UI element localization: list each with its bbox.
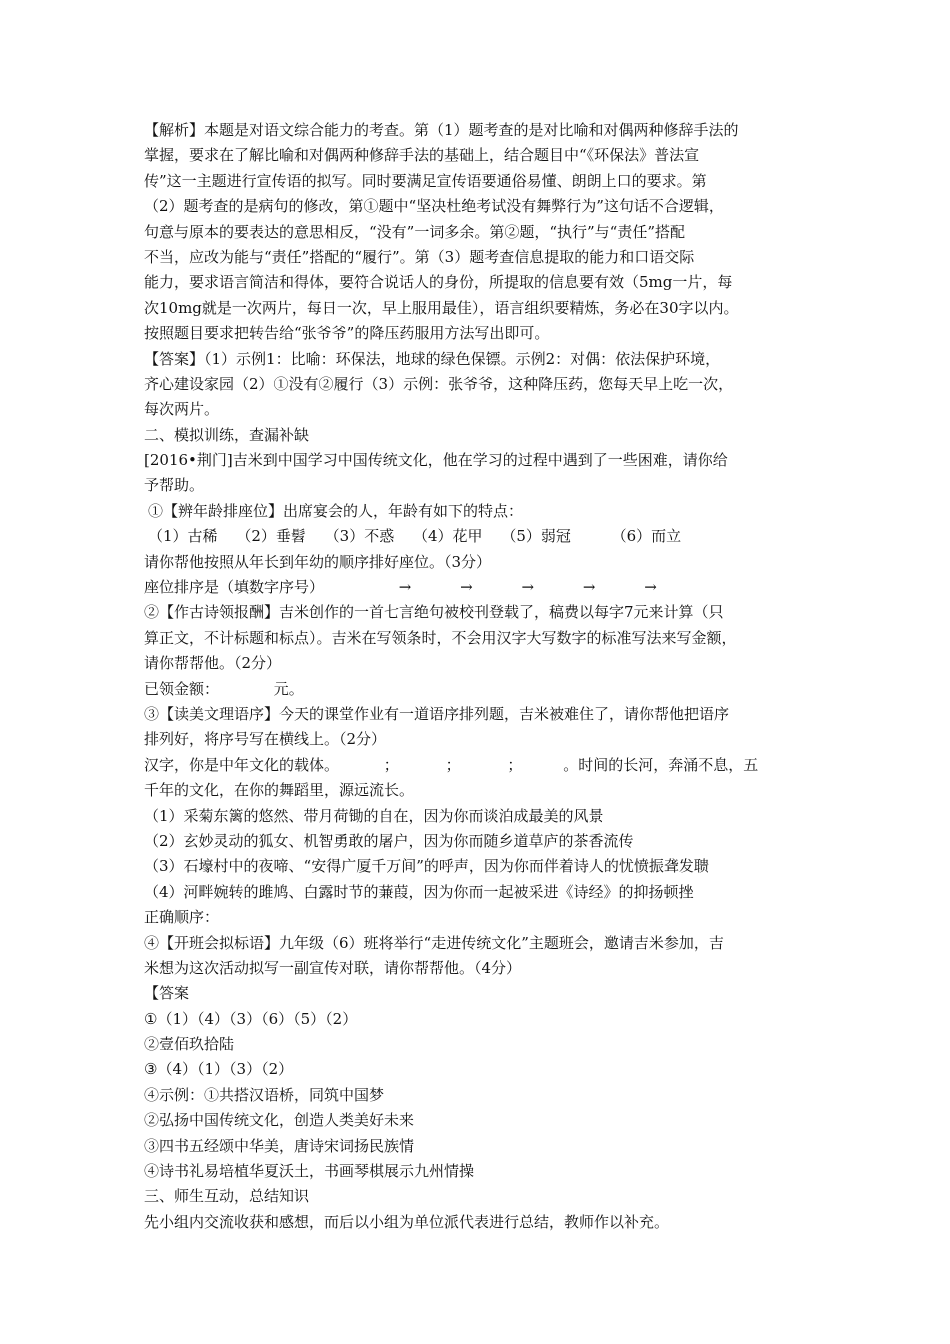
arrow-icon: → xyxy=(398,578,412,597)
question-1-title: ①【辨年龄排座位】出席宴会的人，年龄有如下的特点： xyxy=(148,501,524,520)
closing-line: 先小组内交流收获和感想，而后以小组为单位派代表进行总结，教师作以补充。 xyxy=(144,1212,670,1231)
passage-end: 。时间的长河，奔涌不息，五 xyxy=(563,755,759,774)
seat-order-row xyxy=(144,575,820,600)
passage-line-2: 千年的文化，在你的舞蹈里，源远流长。 xyxy=(144,781,415,800)
analysis-line: 按照题目要求把转告给“张爷爷”的降压药服用方法写出即可。 xyxy=(144,324,550,343)
answer-line: ③（4）（1）（3）（2） xyxy=(144,1060,294,1079)
arrow-icon: → xyxy=(460,578,473,597)
question-2-line: 请你帮帮他。（2分） xyxy=(144,654,282,673)
intro-line: [2016•荆门]吉米到中国学习中国传统文化，他在学习的过程中遇到了一些困难，请你给 xyxy=(144,451,728,470)
analysis-line: 传”这一主题进行宣传语的拟写。同时要满足宣传语要通俗易懂、朗朗上口的要求。第 xyxy=(144,171,707,190)
analysis-line: 能力，要求语言简洁和得体，要符合说话人的身份，所提取的信息要有效（5mg一片，每 xyxy=(144,273,733,292)
analysis-line: 句意与原本的要表达的意思相反，“没有”一词多余。第②题，“执行”与“责任”搭配 xyxy=(144,222,686,241)
question-1-options xyxy=(144,524,820,549)
answer-line: 每次两片。 xyxy=(144,400,220,419)
age-option: （4）花甲 xyxy=(412,527,483,546)
question-3-line: ③【读美文理语序】今天的课堂作业有一道语序排列题，吉米被难住了，请你帮他把语序 xyxy=(144,704,730,723)
answer-line: ③四书五经颂中华美，唐诗宋词扬民族情 xyxy=(144,1136,415,1155)
section-heading-3: 三、师生互动，总结知识 xyxy=(144,1187,310,1206)
analysis-line: 次10mg就是一次两片，每日一次，早上服用最佳），语言组织要精炼，务必在30字以内。 xyxy=(144,298,739,317)
question-2-line: 算正文，不计标题和标点）。吉米在写领条时，不会用汉字大写数字的标准写法来写金额， xyxy=(144,628,737,647)
order-label: 正确顺序： xyxy=(144,908,220,927)
semicolon: ； xyxy=(507,755,523,774)
seat-order-label: 座位排序是（填数字序号） xyxy=(144,578,325,597)
semicolon: ； xyxy=(445,755,461,774)
passage-start: 汉字，你是中年文化的载体。 xyxy=(144,755,340,774)
analysis-line: 掌握，要求在了解比喻和对偶两种修辞手法的基础上，结合题目中“《环保法》普法宣 xyxy=(144,146,700,165)
amount-unit: 元。 xyxy=(273,679,304,698)
analysis-line: 不当，应改为能与“责任”搭配的“履行”。第（3）题考查信息提取的能力和口语交际 xyxy=(144,247,695,266)
analysis-line: 【解析】本题是对语文综合能力的考查。第（1）题考查的是对比喻和对偶两种修辞手法的 xyxy=(144,121,739,139)
answer-line: ②壹佰玖拾陆 xyxy=(144,1035,235,1054)
question-4-line: 米想为这次活动拟写一副宣传对联，请你帮帮他。（4分） xyxy=(144,958,522,977)
answer-line: 【答案 xyxy=(144,984,190,1003)
amount-label: 已领金额： xyxy=(144,679,220,698)
question-4-line: ④【开班会拟标语】九年级（6）班将举行“走进传统文化”主题班会，邀请吉米参加，吉 xyxy=(144,933,724,952)
amount-row xyxy=(144,677,820,702)
option-item: （4）河畔婉转的雎鸠、白露时节的蒹葭，因为你而一起被采进《诗经》的抑扬顿挫 xyxy=(144,882,694,901)
analysis-line: （2）题考查的是病句的修改，第①题中“坚决杜绝考试没有舞弊行为”这句话不合逻辑， xyxy=(144,197,724,216)
intro-line: 予帮助。 xyxy=(144,476,205,495)
section-heading-2: 二、模拟训练，查漏补缺 xyxy=(144,425,310,444)
question-1-prompt: 请你帮他按照从年长到年幼的顺序排好座位。（3分） xyxy=(144,552,492,571)
answer-line: ②弘扬中国传统文化，创造人类美好未来 xyxy=(144,1111,415,1130)
age-option: （6）而立 xyxy=(611,527,682,546)
answer-block-2 xyxy=(144,981,820,1184)
age-option: （1）古稀 xyxy=(148,527,218,546)
option-item: （3）石壕村中的夜啼、“安得广厦千万间”的呼声，因为你而伴着诗人的忧愤振聋发聩 xyxy=(144,857,709,876)
arrow-icon: → xyxy=(644,578,657,597)
answer-line: 【答案】（1）示例1：比喻：环保法，地球的绿色保镖。示例2：对偶：依法保护环境， xyxy=(144,349,721,368)
answer-line: ④诗书礼易培植华夏沃土，书画琴棋展示九州情操 xyxy=(144,1162,475,1181)
analysis-block xyxy=(144,118,820,347)
age-option: （2）垂髫 xyxy=(236,527,306,546)
document-page xyxy=(144,118,820,1235)
arrow-icon: → xyxy=(521,578,535,597)
semicolon: ； xyxy=(383,755,399,774)
answer-line: 齐心建设家园（2）①没有②履行（3）示例：张爷爷，这种降压药，您每天早上吃一次， xyxy=(144,374,734,393)
passage-row xyxy=(144,753,820,778)
answer-line: ④示例：①共搭汉语桥，同筑中国梦 xyxy=(144,1085,385,1104)
answer-block-1 xyxy=(144,347,820,423)
question-3-line: 排列好，将序号写在横线上。（2分） xyxy=(144,730,387,749)
question-2-line: ②【作古诗领报酬】吉米创作的一首七言绝句被校刊登载了，稿费以每字7元来计算（只 xyxy=(144,603,724,622)
option-item: （1）采菊东篱的悠然、带月荷锄的自在，因为你而谈泊成最美的风景 xyxy=(144,806,604,825)
answer-line: ①（1）（4）（3）（6）（5）（2） xyxy=(144,1009,358,1028)
arrow-icon: → xyxy=(582,578,596,597)
option-item: （2）玄妙灵动的狐女、机智勇敢的屠户，因为你而随乡道草庐的茶香流传 xyxy=(144,831,634,850)
age-option: （3）不惑 xyxy=(324,527,395,546)
age-option: （5）弱冠 xyxy=(501,527,571,546)
